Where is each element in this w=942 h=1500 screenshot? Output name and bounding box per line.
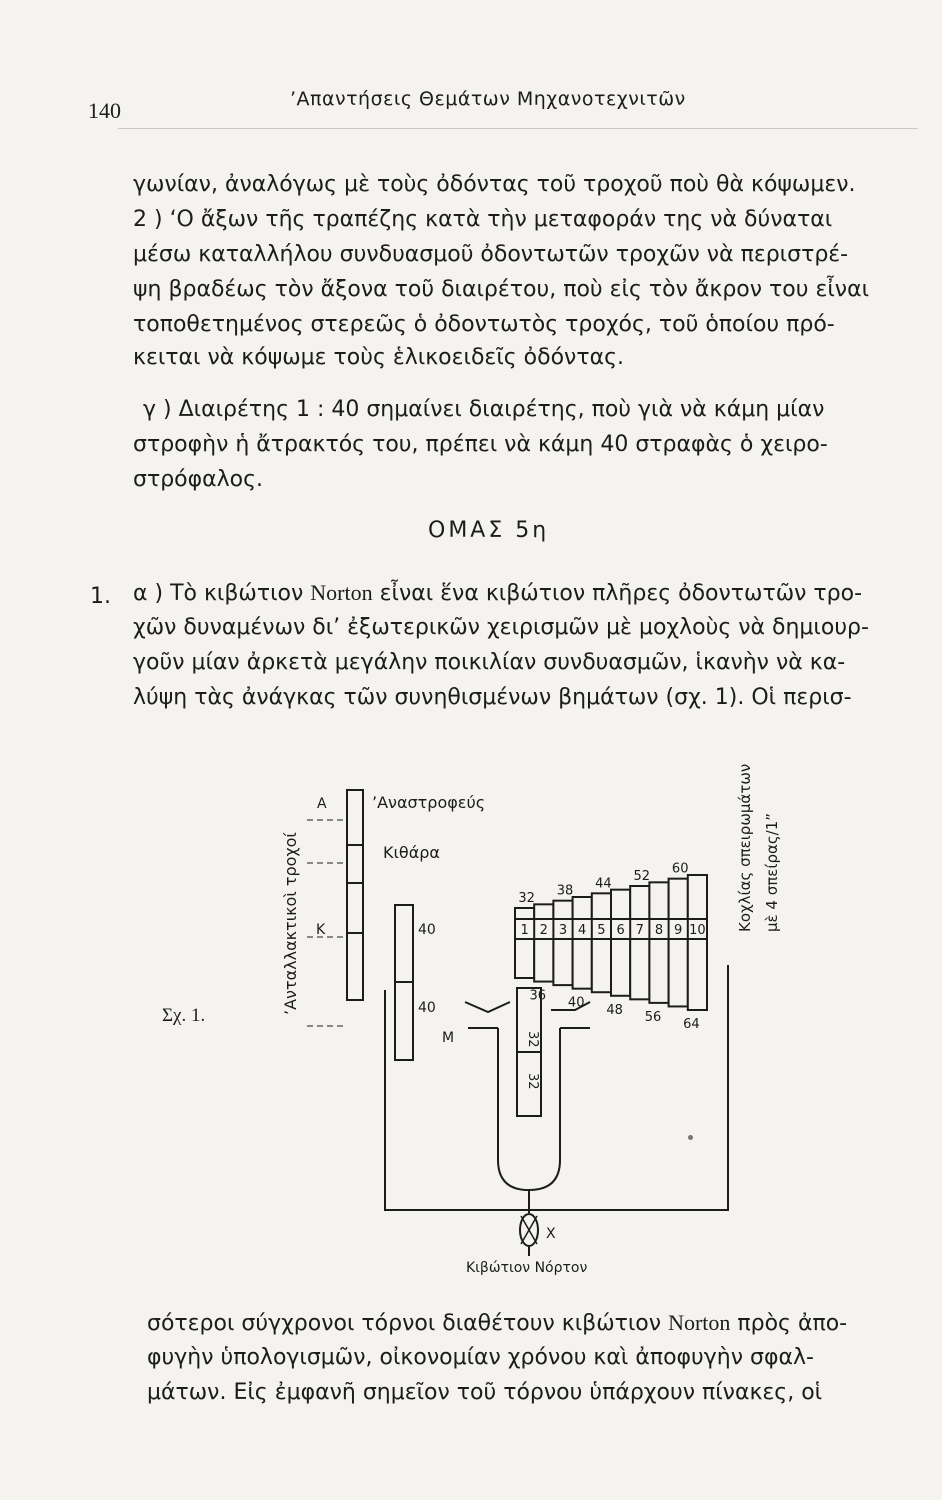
slider-32-upper: 32 [525, 1031, 540, 1048]
text-line: λύψη τὰς ἀνάγκας τῶν συνηθισμένων βημάτων (σχ. 1). Οἱ περισ- [133, 685, 852, 710]
section-title: ΟΜΑΣ 5η [428, 518, 550, 543]
teeth-count-top: 32 [518, 891, 535, 906]
text-line: γ ) Διαιρέτης 1 : 40 σημαίνει διαιρέτης, ποὺ γιὰ νὰ κάμη μίαν [143, 397, 825, 422]
text-line: γωνίαν, ἀναλόγως μὲ τοὺς ὀδόντας τοῦ τροχοῦ ποὺ θὰ κόψωμεν. [133, 172, 856, 197]
cone-gear-2 [534, 904, 553, 981]
text-line: γοῦν μίαν ἀρκετὰ μεγάλην ποικιλίαν συνδυασμῶν, ἱκανὴν νὰ κα- [133, 650, 846, 675]
gear-40-lower: 40 [418, 1000, 436, 1016]
figure-caption: Σχ. 1. [162, 1005, 206, 1026]
cone-position-label: 8 [654, 923, 664, 938]
text-line: τοποθετημένος στερεῶς ὁ ὀδοντωτὸς τροχός, τοῦ ὁποίου πρό- [133, 312, 835, 337]
teeth-count-bottom: 40 [567, 995, 585, 1011]
label-x: X [546, 1226, 556, 1242]
speck [688, 1135, 693, 1140]
cone-gear-8 [649, 882, 668, 1003]
gearbox-name: Κιβώτιον Νόρτον [466, 1260, 588, 1276]
text-line: χῶν δυναμένων δι’ ἐξωτερικῶν χειρισμῶν μὲ μοχλοὺς νὰ δημιουρ- [133, 615, 869, 640]
change-gear-column [347, 790, 363, 1000]
gear-40-upper: 40 [418, 922, 436, 938]
text-line: στροφὴν ἡ ἄτρακτός του, πρέπει νὰ κάμη 40 στραφὰς ὁ χειρο- [133, 432, 828, 457]
text-line: φυγὴν ὑπολογισμῶν, οἰκονομίαν χρόνου καὶ ἀποφυγὴν σφαλ- [147, 1345, 814, 1370]
reverser-label: ’Αναστροφεύς [372, 793, 486, 812]
teeth-count-bottom: 36 [529, 988, 547, 1004]
cone-gear-5 [592, 893, 611, 992]
page-number: 140 [88, 98, 121, 123]
cone-position-label: 3 [558, 923, 568, 938]
cone-position-label: 7 [635, 923, 644, 938]
kithara-label: Κιθάρα [383, 843, 440, 862]
text-line: κειται νὰ κόψωμε τοὺς ἑλικοειδεῖς ὀδόντας. [133, 345, 624, 370]
cone-gear-10 [688, 875, 707, 1010]
text-line: μάτων. Εἰς ἐμφανῆ σημεῖον τοῦ τόρνου ὑπάρχουν πίνακες, οἱ [147, 1380, 823, 1405]
label-m: M [442, 1030, 455, 1046]
cone-position-label: 5 [597, 923, 606, 938]
teeth-count-top: 52 [633, 869, 651, 884]
teeth-count-bottom: 48 [606, 1002, 623, 1018]
slider-32-lower: 32 [525, 1073, 540, 1090]
change-gears-vertical-label: ’Ανταλλακτικοὶ τροχοί [281, 832, 300, 1015]
label-k: K [316, 922, 326, 938]
teeth-count-top: 44 [595, 876, 612, 892]
cone-position-label: 9 [674, 923, 683, 938]
teeth-count-top: 38 [556, 883, 574, 899]
text-line: στρόφαλος. [133, 467, 264, 492]
cone-gear-7 [630, 886, 649, 999]
teeth-count-bottom: 56 [644, 1009, 662, 1025]
cone-gear-3 [553, 901, 572, 985]
leadscrew-vertical-label: Κοχλίας σπειρωμάτων [736, 763, 754, 932]
cone-position-label: 10 [689, 923, 706, 938]
label-a: A [317, 796, 327, 812]
text-line: 2 ) ‘Ο ἄξων τῆς τραπέζης κατὰ τὴν μεταφοράν της νὰ δύναται [133, 207, 833, 232]
teeth-count-top: 60 [671, 861, 689, 877]
cone-gear-4 [573, 897, 592, 989]
cone-gear-9 [669, 879, 688, 1007]
leadscrew-pitch-label: μὲ 4 σπείρας/1” [763, 812, 781, 932]
item-number: 1. [90, 584, 111, 609]
text-line: σότεροι σύγχρονοι τόρνοι διαθέτουν κιβώτιον Norton πρὸς ἀπο- [147, 1310, 848, 1336]
cone-position-label: 1 [520, 923, 529, 938]
text-line: μέσω καταλλήλου συνδυασμοῦ ὀδοντωτῶν τροχῶν νὰ περιστρέ- [133, 242, 849, 267]
text-line: α ) Τὸ κιβώτιον Norton εἶναι ἕνα κιβώτιον πλῆρες ὀδοντωτῶν τρο- [133, 580, 863, 606]
cone-position-label: 6 [616, 923, 625, 938]
cone-gear-6 [611, 890, 630, 996]
teeth-count-bottom: 64 [683, 1017, 700, 1032]
text-line: ψη βραδέως τὸν ἄξονα τοῦ διαιρέτου, ποὺ εἰς τὸν ἄκρον του εἶναι [133, 277, 870, 302]
running-title: ’Απαντήσεις Θεμάτων Μηχανοτεχνιτῶν [290, 88, 686, 110]
cone-position-label: 4 [578, 923, 587, 938]
cone-position-label: 2 [539, 923, 548, 938]
